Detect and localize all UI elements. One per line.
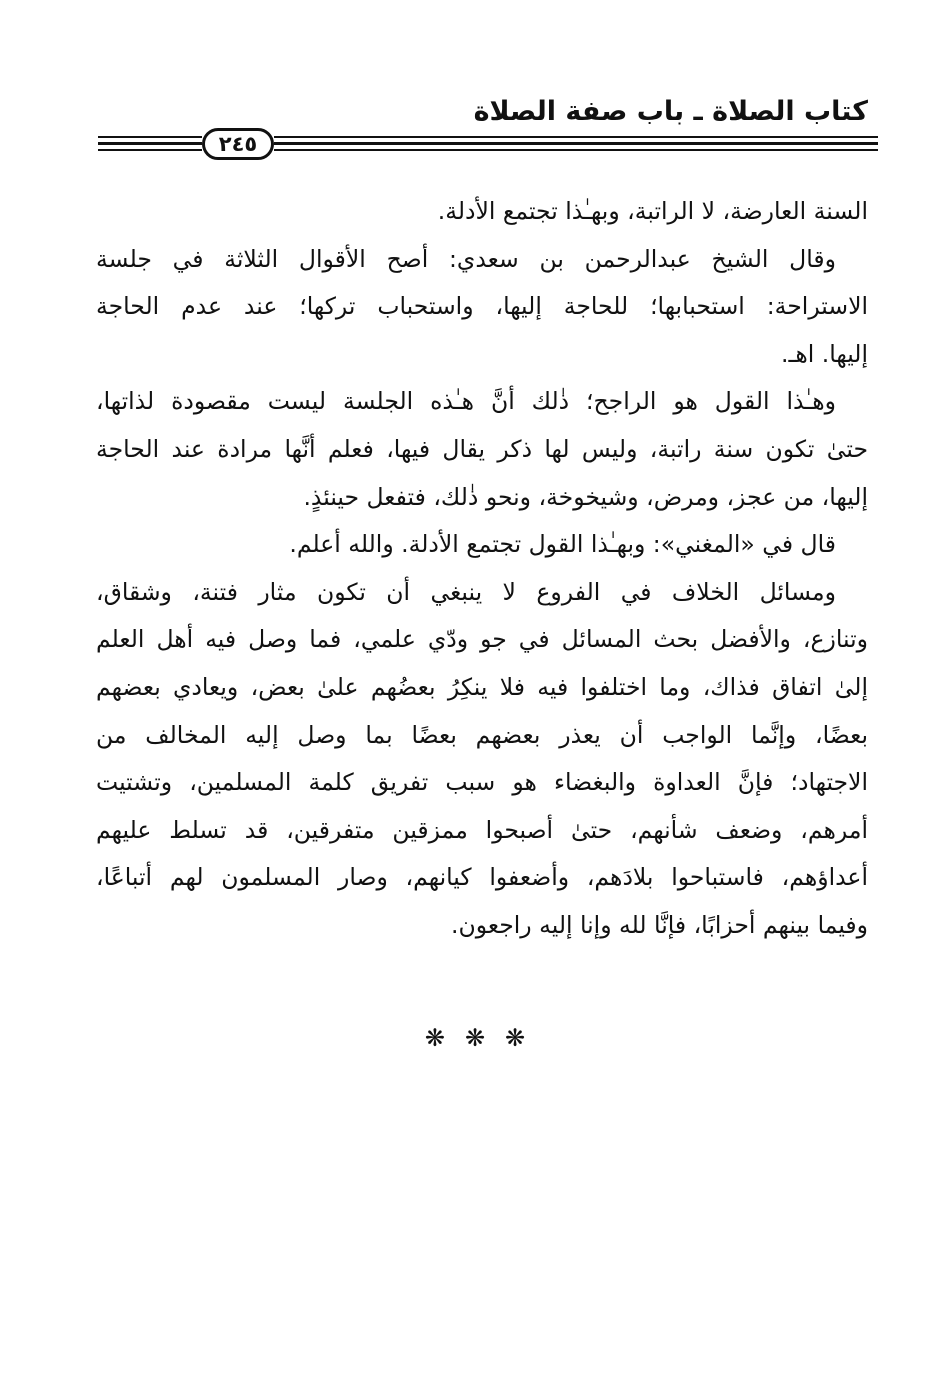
header-rule bbox=[98, 128, 878, 160]
text-line: وقال الشيخ عبدالرحمن بن سعدي: أصح الأقوال الثلاثة في جلسة bbox=[96, 244, 836, 273]
rule-line bbox=[98, 142, 202, 145]
text-line: إليها، من عجز، ومرض، وشيخوخة، ونحو ذٰلك، فتفعل حينئذٍ. bbox=[303, 482, 868, 511]
text-line: وفيما بينهم أحزابًا، فإنَّا لله وإنا إليه راجعون. bbox=[451, 910, 868, 939]
text-line: السنة العارضة، لا الراتبة، وبهـٰذا تجتمع الأدلة. bbox=[437, 197, 868, 225]
page-number: ٢٤٥ bbox=[202, 128, 274, 160]
text-line: ومسائل الخلاف في الفروع لا ينبغي أن تكون مثار فتنة، وشقاق، bbox=[96, 577, 836, 606]
text-line: وهـٰذا القول هو الراجح؛ ذٰلك أنَّ هـٰذه الجلسة ليست مقصودة لذاتها، bbox=[96, 387, 836, 416]
text-line: حتىٰ تكون سنة راتبة، وليس لها ذكر يقال فيها، فعلم أنَّها مرادة عند الحاجة bbox=[96, 434, 868, 463]
text-line: إليها. اهـ. bbox=[781, 339, 868, 368]
text-line: أعداؤهم، فاستباحوا بلادَهم، وأضعفوا كيانهم، وصار المسلمون لهم أتباعًا، bbox=[96, 863, 868, 892]
text-line: أمرهم، وضعف شأنهم، حتىٰ أصبحوا ممزقين متفرقين، قد تسلط عليهم bbox=[96, 815, 868, 844]
text-line: الاجتهاد؛ فإنَّ العداوة والبغضاء هو سبب تفريق كلمة المسلمين، وتشتيت bbox=[96, 768, 868, 797]
rule-line bbox=[98, 136, 202, 138]
text-line: وتنازع، والأفضل بحث المسائل في جو ودّي علمي، فما وصل فيه أهل العلم bbox=[96, 625, 868, 654]
rule-line bbox=[274, 142, 878, 145]
text-line: قال في «المغني»: وبهـٰذا القول تجتمع الأدلة. والله أعلم. bbox=[289, 530, 836, 559]
rule-line bbox=[98, 149, 202, 151]
running-title: كتاب الصلاة ـ باب صفة الصلاة bbox=[473, 96, 868, 127]
text-line: بعضًا، وإنَّما الواجب أن يعذر بعضهم بعضًا بما وصل إليه المخالف من bbox=[96, 720, 868, 749]
section-end-ornament: ❋❋❋ bbox=[424, 1024, 546, 1052]
body-text bbox=[96, 188, 868, 950]
text-line: الاستراحة: استحبابها؛ للحاجة إليها، واستحباب تركها؛ عند عدم الحاجة bbox=[96, 292, 868, 321]
rule-line bbox=[274, 149, 878, 151]
rule-line bbox=[274, 136, 878, 138]
text-line: إلىٰ اتفاق فذاك، وما اختلفوا فيه فلا ينكِرُ بعضُهم علىٰ بعض، ويعادي بعضهم bbox=[96, 672, 868, 701]
